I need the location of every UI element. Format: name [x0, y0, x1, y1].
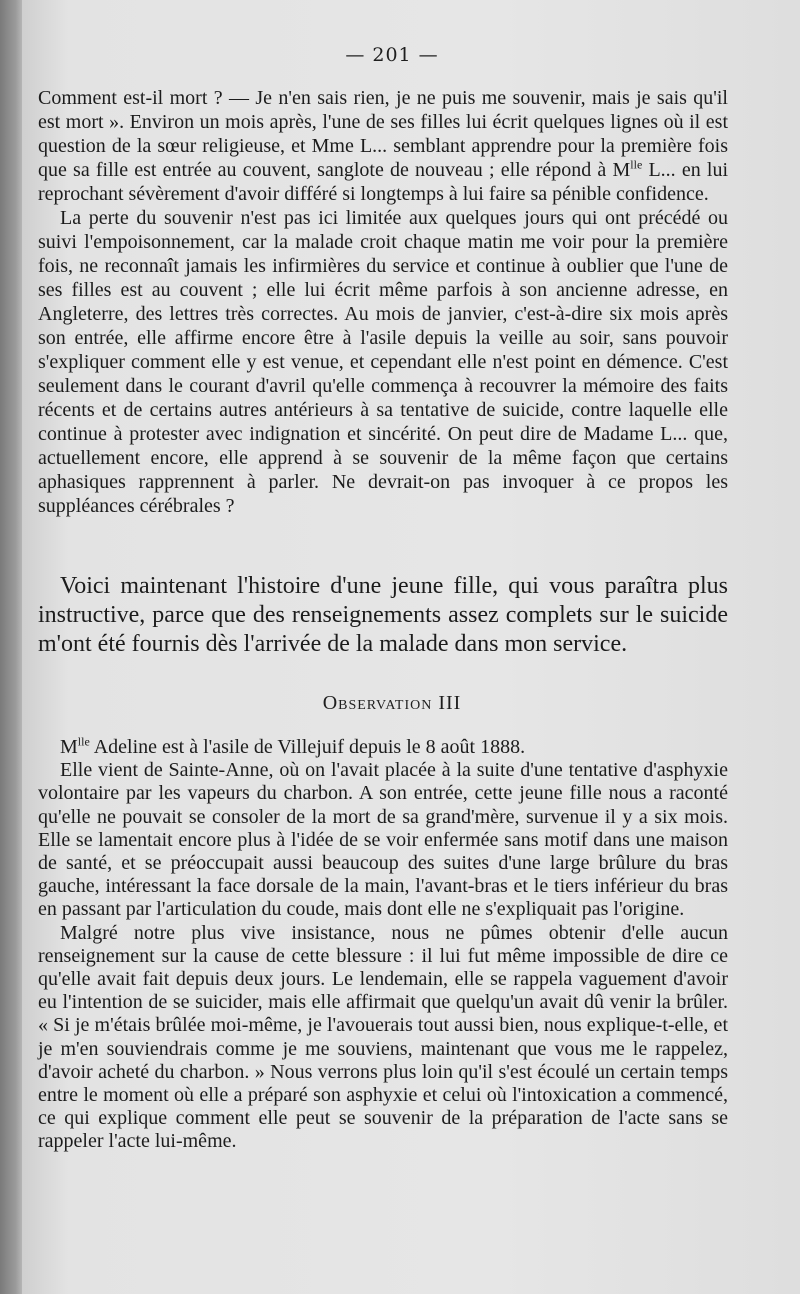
observation-paragraph-2: Elle vient de Sainte-Anne, où on l'avait placée à la suite d'une tentative d'asphyxie volontaire par les vapeurs du charbon. A son entrée, cette jeune fille nous a raconté qu'elle ne pouvait se consoler de la mort de sa grand'mère, survenue il y a six mois. Elle se lamentait encore plus à l'idée de se voir enfermée sans motif dans une maison de santé, et se préoccupait aussi beaucoup des suites d'une large brûlure du bras gauche, intéressant la face dorsale de la main, l'avant-bras et le tiers inférieur du bras en passant par l'articulation du coude, mais dont elle ne s'expliquait pas l'origine. [38, 759, 728, 921]
observation-heading: Observation III [322, 692, 462, 714]
observation-paragraph-1 [38, 736, 728, 759]
book-page [22, 0, 800, 1294]
observation-paragraph-1-prefix: M [60, 736, 78, 758]
paragraph-1-text: Comment est-il mort ? — Je n'en sais rien, je ne puis me souvenir, mais je sais qu'il est mort ». Environ un mois après, l'une de ses filles lui écrit quelques lignes où il est question de la sœur religieuse, et Mme L... semblant apprendre pour la première fois que sa fille est entrée au couvent, sanglote de nouveau ; elle répond à M [38, 87, 728, 181]
intro-paragraph: Voici maintenant l'histoire d'une jeune fille, qui vous paraîtra plus instructive, parce que des renseignements assez complets sur le suicide m'ont été fournis dès l'arrivée de la malade dans mon service. [38, 573, 728, 657]
paragraph-1-superscript: lle [630, 157, 643, 172]
paragraph-1 [38, 86, 728, 206]
observation-paragraph-1-text: Adeline est à l'asile de Villejuif depuis le 8 août 1888. [89, 736, 526, 758]
paragraph-1-end: L... en lui reprochant sévèrement d'avoir différé si longtemps à lui faire sa pénible confidence. [38, 159, 728, 205]
observation-paragraph-1-superscript: lle [77, 734, 90, 749]
page-number: — 201 — [345, 44, 439, 66]
continued-case-text [38, 86, 728, 518]
paragraph-2: La perte du souvenir n'est pas ici limitée aux quelques jours qui ont précédé ou suivi l'empoisonnement, car la malade croit chaque matin me voir pour la première fois, ne reconnaît jamais les infirmières du service et continue à oublier que l'une de ses filles est au couvent ; elle lui écrit même parfois à son ancienne adresse, en Angleterre, des lettres très correctes. Au mois de janvier, c'est-à-dire six mois après son entrée, elle affirme encore être à l'asile depuis la veille au soir, sans pouvoir s'expliquer comment elle y est venue, et cependant elle n'est point en démence. C'est seulement dans le courant d'avril qu'elle commença à recouvrer la mémoire des faits récents et de certains autres antérieurs à sa tentative de suicide, contre laquelle elle continue à protester avec indignation et sincérité. On peut dire de Madame L... que, actuellement encore, elle apprend à se souvenir de la même façon que certains aphasiques rapprennent à parler. Ne devrait-on pas invoquer à ce propos les suppléances cérébrales ? [38, 207, 728, 517]
book-binding-edge [0, 0, 22, 1294]
observation-text [38, 736, 728, 1154]
observation-paragraph-3: Malgré notre plus vive insistance, nous ne pûmes obtenir d'elle aucun renseignement sur la cause de cette blessure : il lui fut même impossible de dire ce qu'elle avait fait depuis deux jours. Le lendemain, elle se rappela vaguement d'avoir eu l'intention de se suicider, mais elle affirmait que quelqu'un avait dû venir la brûler. « Si je m'étais brûlée moi-même, je l'avouerais tout aussi bien, nous explique-t-elle, et je m'en souviendrais comme je me souviens, maintenant que vous me le rappelez, d'avoir acheté du charbon. » Nous verrons plus loin qu'il s'est écoulé un certain temps entre le moment où elle a préparé son asphyxie et celui où l'intoxication a commencé, ce qui explique comment elle peut se souvenir de la préparation de l'acte sans se rappeler l'acte lui-même. [38, 921, 728, 1153]
